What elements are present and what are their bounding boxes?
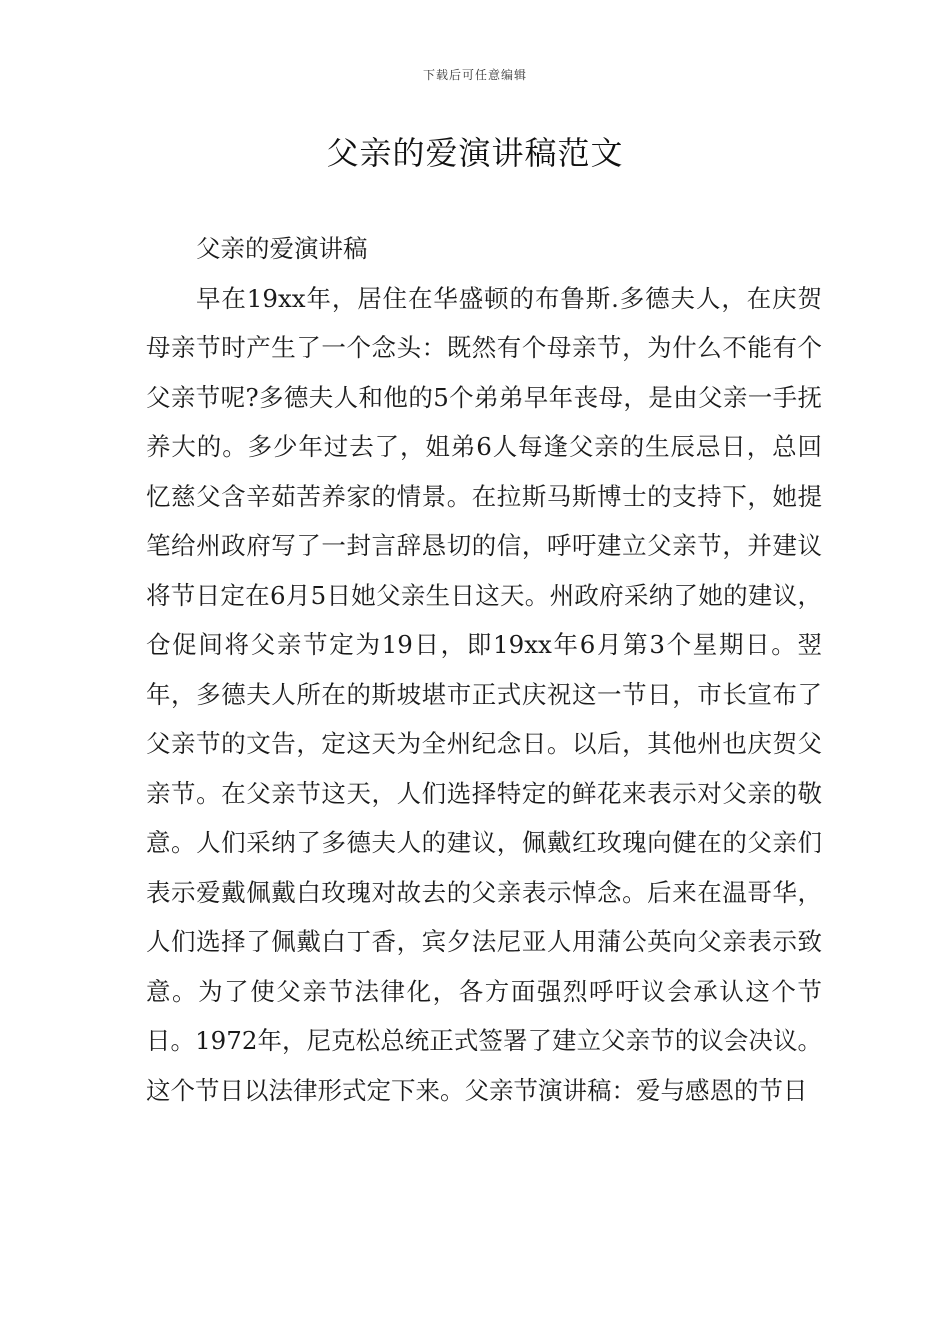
body-paragraph: 早在19xx年，居住在华盛顿的布鲁斯.多德夫人，在庆贺母亲节时产生了一个念头：既然有个母亲节，为什么不能有个父亲节呢?多德夫人和他的5个弟弟早年丧母，是由父亲一手抚养大的。多少年过去了，姐弟6人每逢父亲的生辰忌日，总回忆慈父含辛茹苦养家的情景。在拉斯马斯博士的支持下，她提笔给州政府写了一封言辞恳切的信，呼吁建立父亲节，并建议将节日定在6月5日她父亲生日这天。州政府采纳了她的建议，仓促间将父亲节定为19日，即19xx年6月第3个星期日。翌年，多德夫人所在的斯坡堪市正式庆祝这一节日，市长宣布了父亲节的文告，定这天为全州纪念日。以后，其他州也庆贺父亲节。在父亲节这天，人们选择特定的鲜花来表示对父亲的敬意。人们采纳了多德夫人的建议，佩戴红玫瑰向健在的父亲们表示爱戴佩戴白玫瑰对故去的父亲表示悼念。后来在温哥华，人们选择了佩戴白丁香，宾夕法尼亚人用蒲公英向父亲表示致意。为了使父亲节法律化，各方面强烈呼吁议会承认这个节日。1972年，尼克松总统正式签署了建立父亲节的议会决议。这个节日以法律形式定下来。父亲节演讲稿：爱与感恩的节日 [146, 283, 822, 1105]
header-note: 下载后可任意编辑 [422, 68, 527, 82]
document-title: 父亲的爱演讲稿范文 [326, 134, 624, 172]
document-subtitle: 父亲的爱演讲稿 [196, 234, 368, 263]
document-body [146, 224, 822, 1115]
